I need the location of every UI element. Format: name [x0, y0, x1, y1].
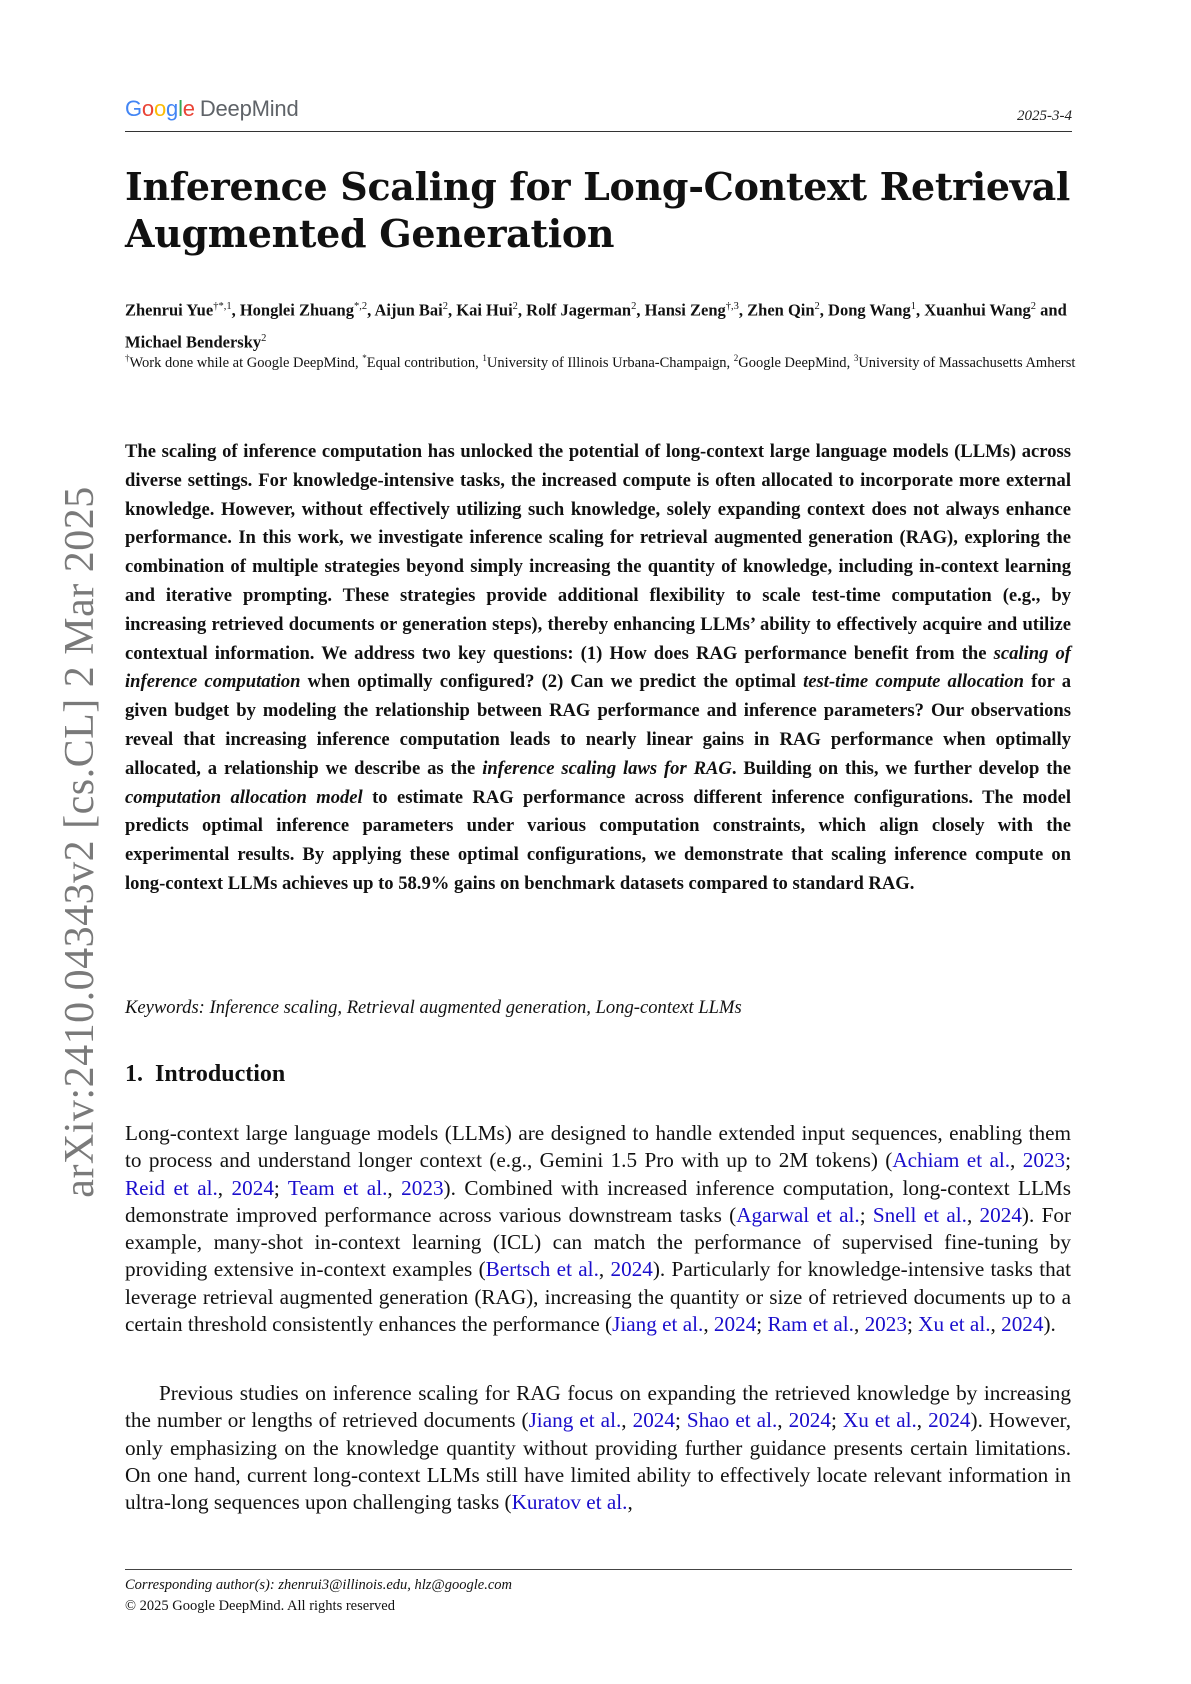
- logo-suffix: DeepMind: [199, 96, 299, 121]
- author-affiliation-mark: †,3: [725, 301, 739, 312]
- affiliation-list: †Work done while at Google DeepMind, *Equal contribution, $^1$University of Illinois Urbana-Champaign, $^2$Google DeepMind, $^3$University of Massachusetts Amherst: [125, 353, 1076, 371]
- body-text-run: ,: [916, 1408, 929, 1433]
- affiliation-text: University of Illinois Urbana-Champaign: [486, 354, 727, 371]
- abstract: [125, 438, 1071, 899]
- body-text-run: ,: [217, 1175, 232, 1200]
- author-affiliation-mark: 1: [910, 301, 916, 312]
- logo-letter: o: [141, 96, 154, 121]
- copyright-notice: © 2025 Google DeepMind. All rights reserved: [125, 1598, 395, 1614]
- author-affiliation-mark: †*,1: [213, 301, 232, 312]
- section-number: 1.: [125, 1061, 143, 1087]
- body-text-run: ,: [703, 1312, 714, 1337]
- arxiv-stamp: arXiv:2410.04343v2 [cs.CL] 2 Mar 2025: [57, 486, 103, 1198]
- affiliation-mark: 2: [733, 353, 739, 363]
- corresponding-author: Corresponding author(s): zhenrui3@illinois.edu, hlz@google.com: [125, 1577, 513, 1593]
- abstract-text: to estimate RAG performance across different inference configurations. The model predicts optimal inference parameters under various computation constraints, which align closely with the experimental results. By applying these optimal configurations, we demonstrate that scaling inference compute on long-context LLMs achieves up to 58.9% gains on benchmark datasets compared to standard RAG.: [125, 786, 1071, 894]
- author-affiliation-mark: *,2: [353, 301, 368, 312]
- author-affiliation-mark: 2: [442, 301, 449, 312]
- body-text-run: ;: [859, 1202, 873, 1227]
- author-affiliation-mark: 2: [261, 332, 267, 344]
- body-text-run: Long-context large language models (LLMs) are designed to handle extended input sequences, enabling them to process and understand longer context (e.g., Gemini 1.5 Pro with up to 2M tokens) (: [125, 1121, 1071, 1173]
- author-name: Honglei Zhuang: [239, 300, 354, 320]
- citation-link[interactable]: 2024: [979, 1202, 1022, 1227]
- author-name: Aijun Bai: [374, 300, 443, 320]
- body-text-run: Previous studies on inference scaling for RAG focus on expanding the retrieved knowledge by increasing the number or lengths of retrieved documents (: [125, 1381, 1071, 1433]
- citation-link[interactable]: 2024: [610, 1257, 653, 1282]
- body-text-run: ,: [621, 1408, 633, 1433]
- author-name: Dong Wang: [828, 300, 911, 320]
- body-text-run: ,: [1010, 1148, 1023, 1173]
- body-text-run: ;: [756, 1312, 768, 1337]
- citation-link[interactable]: Agarwal et al.: [736, 1202, 860, 1227]
- author-affiliation-mark: 2: [814, 301, 820, 312]
- citation-link[interactable]: Achiam et al.: [892, 1148, 1011, 1173]
- header-rule: [125, 131, 1072, 132]
- body-text-run: ).: [1043, 1312, 1056, 1337]
- citation-link[interactable]: 2024: [632, 1408, 675, 1433]
- logo-letter: g: [166, 96, 179, 121]
- author-name: Zhenrui Yue: [125, 300, 214, 320]
- citation-link[interactable]: 2023: [401, 1175, 444, 1200]
- abstract-text: . Building on this, we further develop the: [731, 757, 1071, 779]
- citation-link[interactable]: 2024: [231, 1175, 274, 1200]
- logo-letter: e: [182, 96, 195, 121]
- author-affiliation-mark: 2: [631, 301, 637, 312]
- affiliation-mark: *: [362, 353, 367, 363]
- citation-link[interactable]: Jiang et al.: [528, 1408, 622, 1433]
- affiliation-mark: 1: [482, 353, 487, 363]
- abstract-text: The scaling of inference computation has unlocked the potential of long-context large language models (LLMs) across diverse settings. For knowledge-intensive tasks, the increased compute is often allocated to incorporate more external knowledge. However, without effectively utilizing such knowledge, solely expanding context does not always enhance performance. In this work, we investigate inference scaling for retrieval augmented generation (RAG), exploring the combination of multiple strategies beyond simply increasing the quantity of knowledge, including in-context learning and iterative prompting. These strategies provide additional flexibility to scale test-time computation (e.g., by increasing retrieved documents or generation steps), thereby enhancing LLMs’ ability to effectively acquire and utilize contextual information. We address two key questions: (1) How does RAG performance benefit from the: [125, 441, 1071, 664]
- affiliation-text: Equal contribution: [366, 354, 476, 371]
- author-affiliation-mark: 2: [1030, 301, 1037, 312]
- body-text-run: ;: [1065, 1148, 1071, 1173]
- citation-link[interactable]: Shao et al.: [686, 1408, 778, 1433]
- body-text-run: ;: [906, 1312, 919, 1337]
- body-text-run: ,: [627, 1490, 633, 1515]
- emphasized-term: test-time compute allocation: [803, 671, 1024, 693]
- author-conjunction: and: [1040, 300, 1067, 320]
- logo-letter: G: [125, 96, 142, 121]
- citation-link[interactable]: Reid et al.: [125, 1175, 218, 1200]
- affiliation-text: Work done while at Google DeepMind: [129, 354, 356, 371]
- body-text-run: ,: [387, 1175, 402, 1200]
- citation-link[interactable]: Jiang et al.: [612, 1312, 704, 1337]
- logo-letter: l: [178, 96, 183, 121]
- abstract-text: for a given budget by modeling the relationship between RAG performance and inference parameters? Our observations reveal that increasing inference computation leads to nearly linear gains in RAG performance when optimally allocated, a relationship we describe as the: [125, 671, 1072, 779]
- section-title: Introduction: [155, 1061, 286, 1087]
- abstract-text: when optimally configured? (2) Can we predict the optimal: [300, 671, 804, 693]
- logo-letter: o: [153, 96, 167, 121]
- footer-rule: [125, 1569, 1072, 1570]
- author-name: Xuanhui Wang: [924, 300, 1031, 320]
- citation-link[interactable]: Ram et al.: [767, 1312, 854, 1337]
- citation-link[interactable]: 2024: [713, 1312, 757, 1337]
- affiliation-text: University of Massachusetts Amherst: [858, 354, 1076, 371]
- citation-link[interactable]: Snell et al.: [872, 1202, 967, 1227]
- affiliation-mark: †: [125, 353, 130, 363]
- keywords: Keywords: Inference scaling, Retrieval augmented generation, Long-context LLMs: [125, 997, 742, 1018]
- body-text-run: ,: [990, 1312, 1002, 1337]
- emphasized-term: scaling of inference computation: [125, 642, 1071, 693]
- citation-link[interactable]: Kuratov et al.: [511, 1490, 628, 1515]
- body-text-run: ;: [273, 1175, 288, 1200]
- body-text-run: ). For example, many-shot in-context learning (ICL) can match the performance of supervised fine-tuning by providing extensive in-context examples (: [125, 1202, 1072, 1282]
- citation-link[interactable]: 2024: [928, 1408, 971, 1433]
- section-heading: [125, 1061, 285, 1088]
- author-list: Zhenrui Yue$^{\dagger*,1}$, Honglei Zhuang$^{*,2}$, Aijun Bai$^2$, Kai Hui$^2$, Rolf Jagerman$^2$, Hansi Zeng$^{\dagger,3}$, Zhen Qin$^2$, Dong Wang$^1$, Xuanhui Wang$^2$ and Michael Bendersky$^2$: [125, 300, 1067, 351]
- citation-link[interactable]: Xu et al.: [842, 1408, 917, 1433]
- author-name: Zhen Qin: [747, 300, 815, 320]
- author-affiliation-mark: 2: [512, 301, 518, 312]
- body-text-run: ). Combined with increased inference computation, long-context LLMs demonstrate improved performance across various downstream tasks (: [125, 1175, 1072, 1227]
- affiliation-mark: 3: [853, 353, 859, 363]
- publication-date: 2025-3-4: [1017, 108, 1072, 124]
- paragraph: [125, 1380, 1071, 1516]
- citation-link[interactable]: 2023: [864, 1312, 907, 1337]
- author-name: Rolf Jagerman: [526, 300, 632, 320]
- citation-link[interactable]: Bertsch et al.: [485, 1257, 599, 1282]
- author-name: Hansi Zeng: [644, 300, 726, 320]
- author-name: Kai Hui: [456, 300, 513, 320]
- citation-link[interactable]: Team et al.: [287, 1175, 388, 1200]
- body-text-run: ,: [598, 1257, 611, 1282]
- body-text-run: ,: [777, 1408, 789, 1433]
- body-text-run: ;: [830, 1408, 843, 1433]
- citation-link[interactable]: 2024: [788, 1408, 831, 1433]
- author-name: Michael Bendersky: [125, 332, 262, 351]
- body-text-run: ;: [674, 1408, 687, 1433]
- citation-link[interactable]: 2024: [1001, 1312, 1044, 1337]
- citation-link[interactable]: Xu et al.: [918, 1312, 991, 1337]
- emphasized-term: inference scaling laws for RAG: [482, 757, 732, 779]
- paragraph: [125, 1120, 1071, 1338]
- body-text-run: ). Particularly for knowledge-intensive tasks that leverage retrieval augmented generation (RAG), increasing the quantity or size of retrieved documents up to a certain threshold consistently enhances the performance (: [125, 1257, 1072, 1337]
- affiliation-text: Google DeepMind: [738, 354, 847, 371]
- body-text-run: ,: [853, 1312, 865, 1337]
- body-text-run: ). However, only emphasizing on the knowledge quantity without providing further guidance presents certain limitations. On one hand, current long-context LLMs still have limited ability to effectively locate relevant information in ultra-long sequences upon challenging tasks (: [125, 1408, 1072, 1515]
- citation-link[interactable]: 2023: [1022, 1148, 1066, 1173]
- paper-title: Inference Scaling for Long-Context Retrieval Augmented Generation: [125, 164, 1071, 256]
- emphasized-term: computation allocation model: [125, 786, 363, 808]
- body-text-run: ,: [966, 1202, 980, 1227]
- google-deepmind-logo: [125, 96, 299, 122]
